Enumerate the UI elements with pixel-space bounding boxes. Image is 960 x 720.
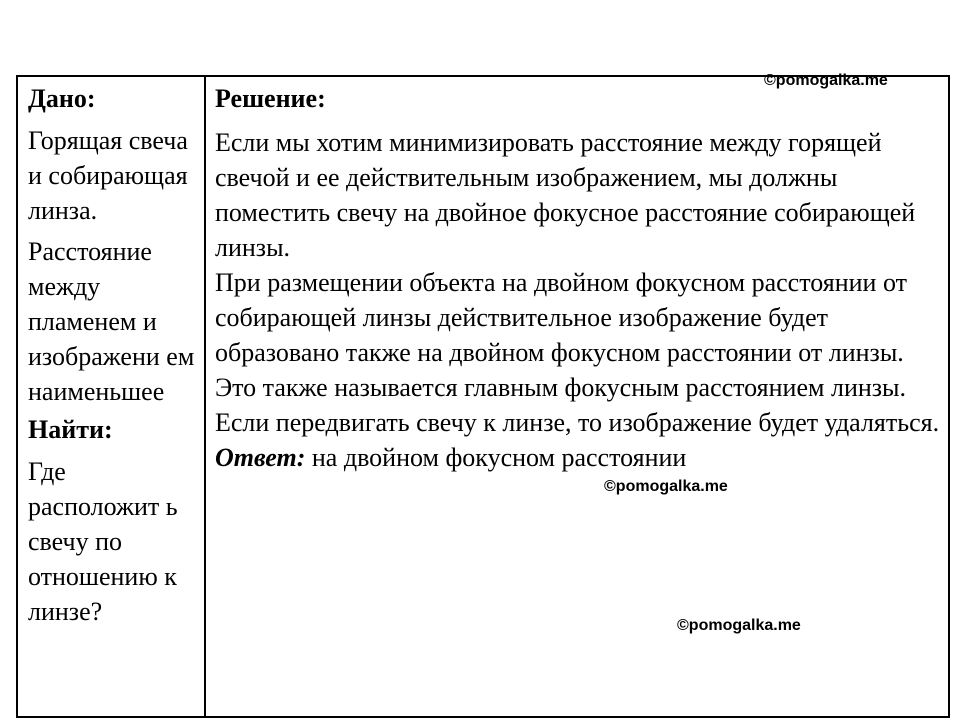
watermark: ©pomogalka.me xyxy=(677,617,801,634)
find-heading: Найти: xyxy=(28,415,113,444)
find-question: Где расположит ь свечу по отношению к линзе? xyxy=(28,457,178,626)
answer-text: на двойном фокусном расстоянии xyxy=(305,443,687,472)
answer-line xyxy=(215,440,945,475)
solution-paragraph-3: Если передвигать свечу к линзе, то изображение будет удаляться. xyxy=(215,408,940,437)
solution-paragraph-2: При размещении объекта на двойном фокусном расстоянии от собирающей линзы действительное изображение будет образовано также на двойном фокусном расстоянии от линзы. Это также называется главным фокусным расстоянием линзы. xyxy=(215,268,907,402)
problem-table xyxy=(16,75,950,718)
column-divider xyxy=(204,77,206,716)
answer-label: Ответ: xyxy=(215,443,306,472)
given-item-1: Горящая свеча и собирающая линза. xyxy=(28,126,188,225)
solution-column xyxy=(215,83,945,475)
watermark: ©pomogalka.me xyxy=(604,478,728,495)
given-column xyxy=(28,83,200,629)
solution-paragraph-1: Если мы хотим минимизировать расстояние между горящей свечой и ее действительным изображением, мы должны поместить свечу на двойное фокусное расстояние собирающей линзы. xyxy=(215,128,916,262)
given-item-2: Расстояние между пламенем и изображени ем наименьшее xyxy=(28,237,195,406)
given-heading: Дано: xyxy=(28,84,96,113)
watermark: ©pomogalka.me xyxy=(764,72,888,89)
solution-heading: Решение: xyxy=(215,84,326,113)
solution-body xyxy=(215,125,945,475)
